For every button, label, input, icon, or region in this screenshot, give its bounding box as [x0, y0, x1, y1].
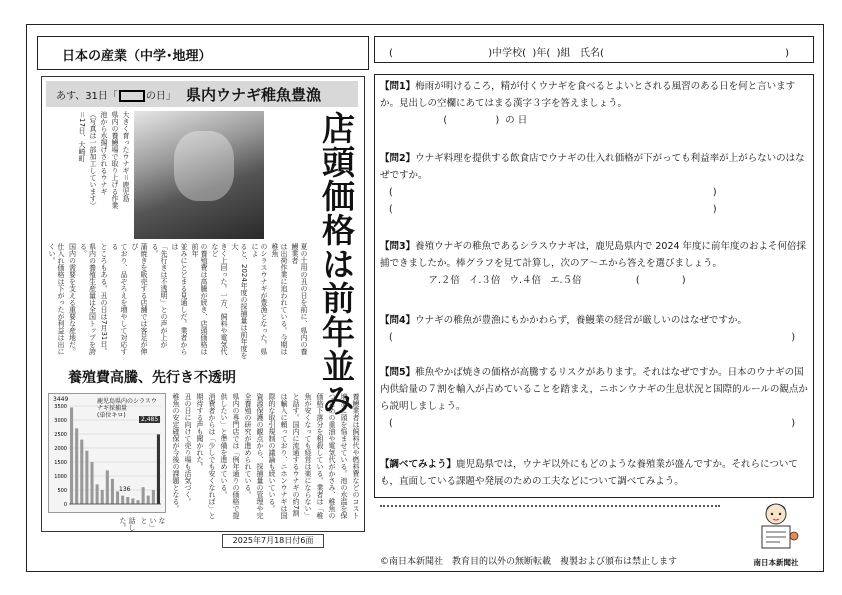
body-column: 話した。	[119, 517, 136, 531]
chart-bar	[147, 496, 150, 504]
body-column: 仕入れ価格は下がったが利益は出にくい。	[48, 243, 65, 355]
caption-column: 大きく育ったウナギ＝鹿児島	[122, 111, 130, 202]
body-column: 増加に頭を悩ませている。池の水温を保	[340, 393, 348, 519]
eel-harvest-photo	[134, 111, 264, 239]
chart-bar	[96, 484, 99, 504]
question-text: 梅雨が明けるころ，精が付くウナギを食べるとよいとされる風習のある日を何と言いますか。見出しの空欄にあてはまる漢字３字を答えましょう。	[380, 81, 796, 109]
answer-line[interactable]: ( )	[380, 418, 796, 429]
body-column: ない」と	[140, 517, 166, 531]
chart-bar	[126, 497, 129, 504]
chart-bar	[106, 470, 109, 504]
article-headline: 県内ウナギ稚魚豊漁	[185, 85, 321, 104]
question-label: 【問1】	[380, 81, 416, 92]
question-3	[380, 238, 808, 289]
chart-tick-label: 3000	[54, 418, 67, 424]
chart-bar	[121, 496, 124, 504]
chart-tick-label: 2000	[54, 446, 67, 452]
subject-title: 日本の産業（中学･地理）	[37, 36, 369, 70]
student-name-line: ( )中学校( )年( )組 氏名( )	[374, 36, 814, 63]
question-text: ウナギの稚魚が豊漁にもかかわらず，養鰻業の経営が厳しいのはなぜですか。	[415, 315, 747, 326]
chart-bar	[116, 491, 119, 504]
chart-tick-label: 1500	[54, 460, 67, 466]
article-body-upper	[48, 243, 308, 361]
article-date-line: あす、31日「 の日」	[56, 90, 176, 102]
article-source-date: 2025年7月18日付6面	[222, 534, 324, 548]
dotted-divider	[380, 505, 720, 507]
sub-headline: 養殖費高騰、先行き不透明	[68, 370, 236, 386]
chart-bar	[157, 434, 160, 504]
body-column: 並みにとどまる見通しだ。業者からは	[171, 243, 188, 355]
body-column: 供したい」と準備を進めている。	[220, 393, 228, 498]
question-4	[380, 312, 808, 346]
question-text: 養殖ウナギの稚魚であるシラスウナギは，鹿児島県内で 2024 年度に前年度のおよそ何倍採捕できましたか。棒グラフを見て計算し，次のア～エから答えを選びましょう。	[380, 241, 807, 269]
chart-highlight-label: 2,485	[141, 416, 159, 423]
body-column: は出荷作業に追われている。今期は稚魚	[271, 243, 288, 355]
chart-tick-label: 0	[63, 502, 67, 508]
caption-column: （写真は一部加工しています）	[89, 111, 97, 209]
question-5	[380, 364, 808, 432]
body-column: つための重油や電気代がかさみ、稚魚の	[328, 393, 336, 519]
research-task	[380, 456, 808, 490]
answer-choices[interactable]: ア.２倍 イ.３倍 ウ.４倍 エ.５倍 ( )	[380, 275, 686, 286]
chart-tick-label: 1000	[54, 474, 67, 480]
body-column: ており、品ぞろえを増やして対応する	[111, 243, 128, 355]
body-column: 国内の需要を支える重要な産地だ。	[68, 243, 77, 355]
body-column: きく上回った。一方、飼料や電気代など	[211, 243, 228, 355]
body-column: ると、2024年度の採捕量は前年度を大	[231, 243, 248, 359]
caption-column: ＝17日、大崎町	[78, 111, 86, 162]
chart-bar	[85, 451, 88, 504]
answer-line[interactable]: ( )	[380, 204, 717, 215]
chart-bar	[136, 500, 139, 504]
chart-bar	[111, 479, 114, 504]
article-body-below-chart	[48, 517, 166, 531]
body-column: 夏の土用の丑の日を前に、県内の養鰻業者	[291, 243, 308, 355]
article-body-lower	[170, 393, 360, 527]
question-1	[380, 78, 808, 129]
body-column: 価格下落分を相殺している。業者は「稚	[316, 393, 324, 519]
chart-tick-label: 3500	[54, 404, 67, 410]
chart-bar	[131, 498, 134, 504]
caption-column: 池から水揚げされるウナギ	[100, 111, 108, 195]
question-label: 【問5】	[380, 367, 416, 378]
body-column: 県内の専門店では「例年通りの価格で提	[232, 393, 240, 519]
chart-bar	[152, 490, 155, 504]
body-column: 期待する声も聞かれた。	[196, 393, 204, 470]
chart-bar	[80, 440, 83, 504]
answer-line[interactable]: ( )	[380, 187, 717, 198]
body-column: と話す。国内に流通するウナギの約7割	[292, 393, 300, 517]
question-text: ウナギ料理を提供する飲食店でウナギの仕入れ価格が下がっても利益率が上がらないのはなぜですか。	[380, 153, 805, 181]
body-column: 消費者からは「少しでも安くなれば」と	[208, 393, 216, 519]
answer-line[interactable]: ( )	[380, 332, 796, 343]
publisher-logo	[744, 496, 808, 568]
catch-bar-chart	[48, 393, 166, 513]
chart-bar	[90, 462, 93, 504]
chart-low-label: 136	[119, 486, 131, 493]
article-header-band	[46, 81, 358, 107]
chart-tick-label: 2500	[54, 432, 67, 438]
body-column: は輸入に頼っており、ニホンウナギは国	[280, 393, 288, 519]
body-column: 「先行きは不透明」との声が上がる。	[151, 243, 168, 348]
photo-caption	[48, 111, 130, 239]
body-column: 資源保護の観点から、採捕量の管理や完	[256, 393, 264, 519]
body-column: 丑の日に向けて売り場も活気づく。	[184, 393, 192, 505]
body-column: 県内の養殖生産量は全国トップを誇る。	[79, 243, 97, 355]
question-text: 鹿児島県では，ウナギ以外にもどのような養殖業が盛んですか。それらについても，直面している課題や発展のための工夫などについて調べてみよう。	[380, 459, 798, 487]
chart-bar	[101, 490, 104, 504]
chart-bar	[75, 428, 78, 504]
question-label: 【問2】	[380, 153, 416, 164]
body-column: の養殖費は高騰が続き、店頭価格は前年	[191, 243, 208, 355]
body-column: 魚が安くなっても経営は楽にならない」	[304, 393, 312, 519]
mascot-icon	[744, 496, 808, 556]
newspaper-article	[41, 76, 365, 532]
body-column: 全養殖の研究が進められている。	[244, 393, 252, 498]
question-label: 【問3】	[380, 241, 416, 252]
headline-blank-box	[119, 90, 145, 102]
question-text: 稚魚やかば焼きの価格が高騰するリスクがあります。それはなぜですか。日本のウナギの国内供給量の７割を輸入が占めていることを踏まえ，ニホンウナギの生息状況と国際的ルールの観点から説明しましょう。	[380, 367, 808, 412]
main-vertical-headline: 店頭価格は前年並み	[317, 111, 356, 417]
question-label: 【調べてみよう】	[380, 459, 457, 470]
body-column: 際的な取引規制の議論も続いている。	[268, 393, 276, 512]
chart-title: 鹿児島県内のシラスウナギ採捕量 (単位キロ)	[97, 398, 157, 419]
body-column: 蒲焼きを販売する店舗では客足が伸び	[131, 243, 148, 355]
question-label: 【問4】	[380, 315, 416, 326]
caption-column: 県内の養鰻場で取り上げる作業	[111, 111, 119, 209]
question-2	[380, 150, 808, 218]
body-column: ところもある。丑の日は7月31日。	[100, 243, 108, 355]
chart-tick-label: 500	[57, 488, 67, 494]
copyright-notice: ©南日本新聞社 教育目的以外の無断転載 複製および頒布は禁止します	[380, 557, 678, 567]
answer-line[interactable]: ( ) の 日	[380, 115, 528, 126]
chart-bar	[142, 487, 145, 504]
body-column: 養鰻業者は飼料代や燃料費などのコスト	[352, 393, 360, 519]
chart-unit: (単位キロ)	[97, 412, 126, 419]
body-column: のシラスウナギが豊漁となった。県によ	[251, 243, 268, 355]
publisher-name: 南日本新聞社	[753, 558, 799, 567]
body-column: 稚魚の安定確保が今後の課題となる。	[172, 393, 180, 512]
chart-peak-label: 3449	[53, 396, 69, 403]
chart-bar	[70, 407, 73, 504]
